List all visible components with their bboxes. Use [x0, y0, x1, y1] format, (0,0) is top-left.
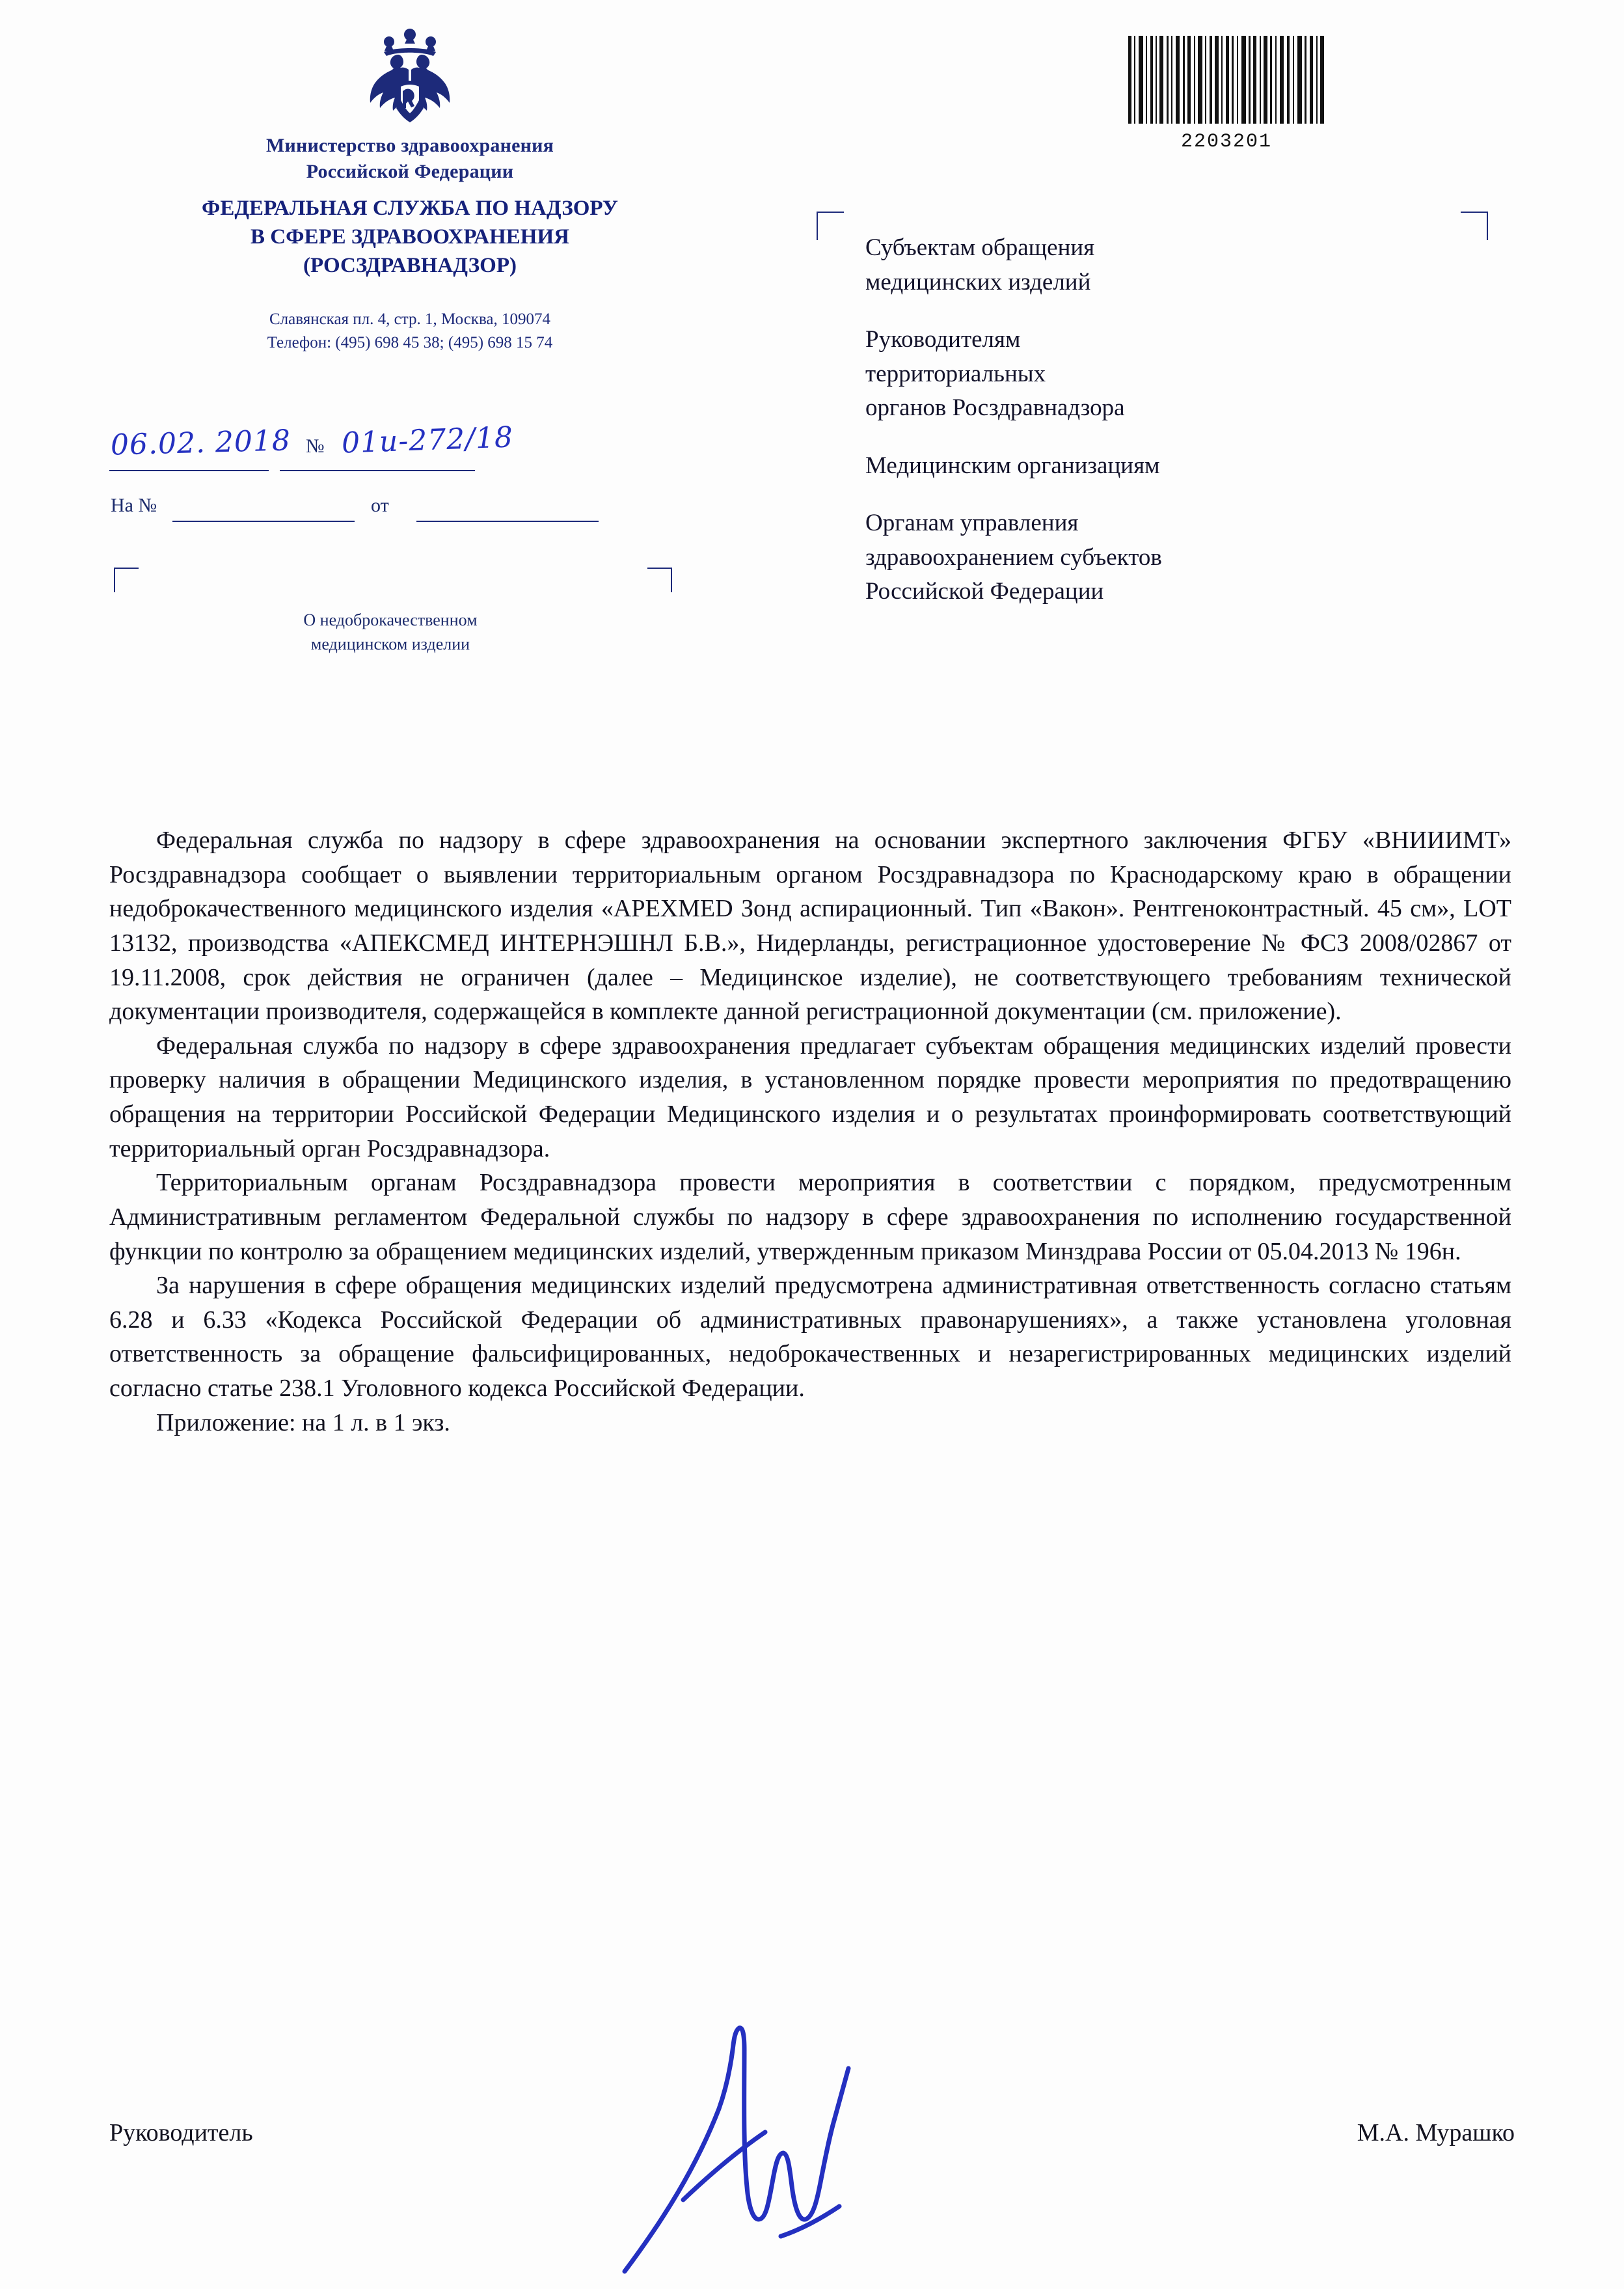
service-line-3: (РОСЗДРАВНАДЗОР)	[303, 253, 517, 277]
russian-coat-of-arms-icon	[364, 26, 455, 124]
number-label: №	[306, 435, 325, 457]
addressee-line: территориальных	[865, 360, 1046, 387]
date-underline	[109, 470, 269, 471]
incoming-underline	[172, 521, 355, 522]
barcode-number: 2203201	[1180, 131, 1273, 153]
incoming-label: На №	[111, 495, 157, 516]
addressee-line: медицинских изделий	[865, 268, 1091, 295]
addressee-group	[865, 506, 1477, 609]
letterhead	[98, 26, 722, 355]
addressee-group	[865, 323, 1477, 426]
signer-name: М.А. Мурашко	[1357, 2119, 1515, 2146]
letter-body	[109, 823, 1511, 1440]
addressee-group	[865, 449, 1477, 484]
ministry-name	[98, 133, 722, 184]
phone-numbers: Телефон: (495) 698 45 38; (495) 698 15 74	[267, 334, 553, 352]
body-paragraph-4: За нарушения в сфере обращения медицинских изделий предусмотрена административная ответственность согласно статьям 6.28 и 6.33 «Кодекса Российской Федерации об административных правонарушениях», а также установлена уголовная ответственность за обращение фальсифицированных, недоброкачественных и незарегистрированных медицинских изделий согласно статье 238.1 Уголовного кодекса Российской Федерации.	[109, 1272, 1511, 1402]
addressee-line: органов Росздравнадзора	[865, 394, 1125, 422]
handwritten-signature-icon	[586, 2005, 924, 2278]
postal-address: Славянская пл. 4, стр. 1, Москва, 109074	[269, 310, 551, 328]
subject-line-2: медицинском изделии	[310, 634, 470, 653]
registration-row	[110, 420, 716, 472]
addressee-line: Руководителям	[865, 326, 1021, 353]
subject-corner-left	[114, 568, 139, 592]
addressee-line: Органам управления	[865, 510, 1079, 537]
barcode-icon	[1126, 36, 1327, 124]
body-paragraph-1: Федеральная служба по надзору в сфере здравоохранения на основании экспертного заключения ФГБУ «ВНИИИМТ» Росздравнадзора сообщает о выявлении территориальным органом Росздравнадзора по Краснодарскому краю в обращении недоброкачественного медицинского изделия «APEXMED Зонд аспирационный. Тип «Вакон». Рентгеноконтрастный. 45 см», LOT 13132, производства «АПЕКСМЕД ИНТЕРНЭШНЛ Б.В.», Нидерланды, регистрационное удостоверение № ФСЗ 2008/02867 от 19.11.2008, срок действия не ограничен (далее – Медицинское изделие), не соответствующего требованиям технической документации производителя, содержащейся в комплекте данной регистрационной документации (см. приложение).	[109, 827, 1511, 1026]
addressee-block	[865, 231, 1477, 609]
addressee-line: Субъектам обращения	[865, 234, 1095, 261]
annex-note: Приложение: на 1 л. в 1 экз.	[156, 1408, 450, 1436]
addressee-line: здравоохранением субъектов	[865, 543, 1162, 571]
registration-number-value: 01и-272/18	[341, 420, 514, 460]
service-line-1: ФЕДЕРАЛЬНАЯ СЛУЖБА ПО НАДЗОРУ	[202, 197, 618, 221]
body-paragraph-2: Федеральная служба по надзору в сфере здравоохранения предлагает субъектам обращения медицинских изделий провести проверку наличия в обращении Медицинского изделия, в установленном порядке провести мероприятия по предотвращению обращения на территории Российской Федерации Медицинского изделия и о результатах проинформировать соответствующий территориальный орган Росздравнадзора.	[109, 1032, 1511, 1162]
ministry-line-2: Российской Федерации	[306, 160, 514, 182]
subject-corner-right	[647, 568, 672, 592]
barcode-block	[1122, 36, 1331, 153]
subject-line-1: О недоброкачественном	[303, 610, 478, 629]
service-line-2: В СФЕРЕ ЗДРАВООХРАНЕНИЯ	[250, 225, 569, 249]
from-underline	[416, 521, 599, 522]
number-underline	[280, 470, 475, 471]
subject-block	[130, 609, 651, 657]
addressee-line: Российской Федерации	[865, 578, 1104, 605]
addressee-line: Медицинским организациям	[865, 452, 1160, 479]
from-label: от	[371, 495, 389, 516]
addressee-group	[865, 231, 1477, 299]
service-name	[98, 195, 722, 281]
addressee-corner-left	[817, 212, 844, 240]
ministry-line-1: Министерство здравоохранения	[265, 135, 554, 156]
signer-title: Руководитель	[109, 2119, 253, 2146]
body-paragraph-3: Территориальным органам Росздравнадзора провести мероприятия в соответствии с порядком, предусмотренным Административным регламентом Федеральной службы по надзору в сфере здравоохранения по исполнению государственной функции по контролю за обращением медицинских изделий, утвержденным приказом Минздрава России от 05.04.2013 № 196н.	[109, 1169, 1511, 1265]
registration-date-value: 06.02. 2018	[110, 424, 291, 462]
contact-block	[98, 308, 722, 355]
